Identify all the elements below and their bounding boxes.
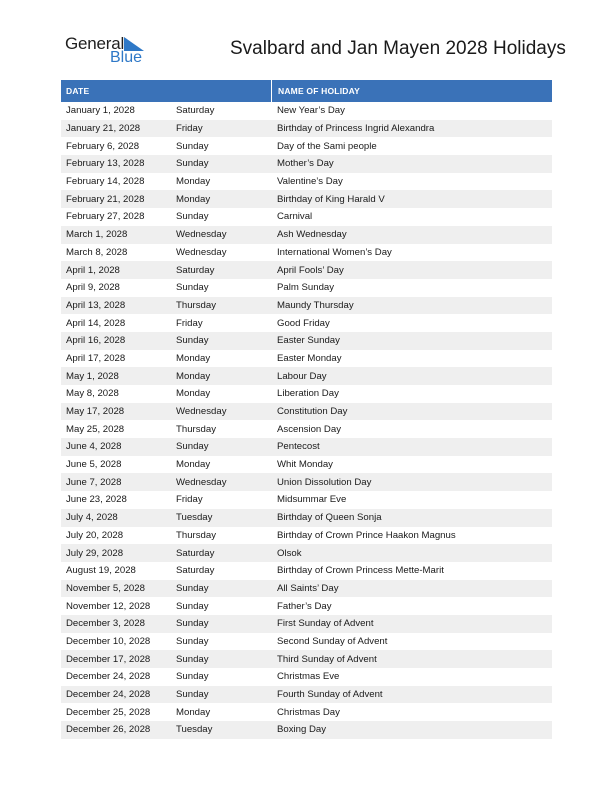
holiday-name: Constitution Day [277,406,348,418]
holiday-date: February 27, 2028 [66,211,145,223]
holiday-weekday: Monday [176,370,211,382]
holiday-weekday: Sunday [176,600,209,612]
holiday-date: November 12, 2028 [66,600,151,612]
table-row [61,668,552,686]
holiday-name: All Saints’ Day [277,582,339,594]
holiday-name: Father’s Day [277,600,332,612]
holiday-weekday: Sunday [176,635,209,647]
holiday-date: May 17, 2028 [66,406,125,418]
holiday-date: December 17, 2028 [66,653,151,665]
table-row [61,350,552,368]
table-row [61,137,552,155]
table-row [61,332,552,350]
holiday-name: Christmas Day [277,706,340,718]
holiday-weekday: Saturday [176,547,215,559]
table-row [61,190,552,208]
holiday-weekday: Sunday [176,335,209,347]
logo-text-general: General [65,34,125,53]
holiday-date: November 5, 2028 [66,582,145,594]
holiday-weekday: Monday [176,388,211,400]
holiday-date: March 8, 2028 [66,246,128,258]
holiday-weekday: Saturday [176,105,215,117]
holiday-name: Union Dissolution Day [277,476,372,488]
holiday-date: January 21, 2028 [66,123,141,135]
holiday-date: May 25, 2028 [66,423,125,435]
holiday-date: April 16, 2028 [66,335,126,347]
holiday-weekday: Sunday [176,582,209,594]
holiday-weekday: Wednesday [176,246,227,258]
holiday-name: First Sunday of Advent [277,618,374,630]
holiday-date: May 8, 2028 [66,388,119,400]
table-row [61,261,552,279]
holiday-date: January 1, 2028 [66,105,135,117]
holiday-name: Good Friday [277,317,330,329]
holiday-name: Midsummar Eve [277,494,347,506]
holiday-name: Carnival [277,211,313,223]
holiday-name: April Fools’ Day [277,264,344,276]
holiday-weekday: Sunday [176,140,209,152]
holiday-name: Easter Sunday [277,335,340,347]
holiday-weekday: Sunday [176,441,209,453]
holiday-name: International Women’s Day [277,246,392,258]
table-row [61,314,552,332]
holiday-weekday: Sunday [176,653,209,665]
table-row [61,367,552,385]
table-row [61,155,552,173]
holiday-name: Labour Day [277,370,327,382]
logo-text-blue: Blue [110,49,143,66]
holiday-date: July 20, 2028 [66,529,124,541]
table-row [61,527,552,545]
holiday-weekday: Sunday [176,671,209,683]
holiday-date: July 29, 2028 [66,547,124,559]
holiday-date: December 25, 2028 [66,706,151,718]
holiday-name: Christmas Eve [277,671,340,683]
holiday-name: Liberation Day [277,388,339,400]
holiday-name: Palm Sunday [277,282,335,294]
holiday-name: Mother’s Day [277,158,334,170]
holiday-date: February 6, 2028 [66,140,140,152]
table-row [61,456,552,474]
holiday-date: December 24, 2028 [66,689,151,701]
holiday-weekday: Sunday [176,211,209,223]
table-row [61,102,552,120]
holiday-weekday: Thursday [176,529,216,541]
holiday-date: June 5, 2028 [66,459,122,471]
table-row [61,297,552,315]
holiday-name: New Year’s Day [277,105,345,117]
holiday-date: August 19, 2028 [66,565,136,577]
holiday-date: May 1, 2028 [66,370,119,382]
holiday-date: December 10, 2028 [66,635,151,647]
holiday-date: March 1, 2028 [66,229,128,241]
holiday-weekday: Sunday [176,618,209,630]
holiday-weekday: Sunday [176,282,209,294]
table-row [61,438,552,456]
holiday-weekday: Thursday [176,423,216,435]
holiday-weekday: Tuesday [176,724,213,736]
table-row [61,615,552,633]
table-header [61,80,552,102]
table-row [61,633,552,651]
generalblue-logo [65,34,155,68]
table-row [61,721,552,739]
holiday-weekday: Saturday [176,264,215,276]
holiday-name: Boxing Day [277,724,327,736]
table-row [61,279,552,297]
holiday-date: April 1, 2028 [66,264,120,276]
holiday-weekday: Thursday [176,299,216,311]
holiday-name: Birthday of Princess Ingrid Alexandra [277,123,435,135]
holiday-name: Birthday of Crown Princess Mette-Marit [277,565,444,577]
holiday-date: April 17, 2028 [66,352,126,364]
holiday-name: Second Sunday of Advent [277,635,388,647]
holiday-name: Ash Wednesday [277,229,347,241]
table-row [61,686,552,704]
table-row [61,120,552,138]
table-row [61,544,552,562]
table-row [61,580,552,598]
holiday-name: Easter Monday [277,352,342,364]
table-row [61,385,552,403]
holiday-weekday: Monday [176,352,211,364]
holiday-date: April 13, 2028 [66,299,126,311]
holiday-weekday: Tuesday [176,512,213,524]
table-row [61,650,552,668]
holiday-name: Ascension Day [277,423,341,435]
holiday-weekday: Friday [176,494,203,506]
holiday-name: Pentecost [277,441,320,453]
holiday-weekday: Sunday [176,158,209,170]
holiday-weekday: Wednesday [176,406,227,418]
holiday-weekday: Sunday [176,689,209,701]
holiday-date: December 24, 2028 [66,671,151,683]
header-holiday-name: NAME OF HOLIDAY [271,80,552,102]
holiday-date: December 3, 2028 [66,618,145,630]
header-date: DATE [66,86,90,96]
holiday-date: February 21, 2028 [66,193,145,205]
table-body [61,102,552,739]
holiday-weekday: Friday [176,317,203,329]
holiday-table [61,80,552,739]
table-row [61,403,552,421]
holiday-weekday: Monday [176,459,211,471]
table-row [61,562,552,580]
holiday-weekday: Monday [176,706,211,718]
holiday-weekday: Wednesday [176,229,227,241]
holiday-name: Maundy Thursday [277,299,354,311]
holiday-date: February 14, 2028 [66,176,145,188]
table-row [61,226,552,244]
holiday-name: Whit Monday [277,459,333,471]
holiday-weekday: Monday [176,193,211,205]
table-row [61,509,552,527]
holiday-date: June 4, 2028 [66,441,122,453]
holiday-name: Day of the Sami people [277,140,377,152]
holiday-weekday: Wednesday [176,476,227,488]
holiday-date: July 4, 2028 [66,512,118,524]
holiday-name: Birthday of Queen Sonja [277,512,382,524]
holiday-date: June 7, 2028 [66,476,122,488]
table-row [61,703,552,721]
holiday-date: June 23, 2028 [66,494,127,506]
holiday-weekday: Friday [176,123,203,135]
holiday-name: Birthday of King Harald V [277,193,385,205]
holiday-date: April 14, 2028 [66,317,126,329]
table-row [61,473,552,491]
holiday-name: Valentine’s Day [277,176,343,188]
holiday-name: Olsok [277,547,302,559]
table-row [61,491,552,509]
holiday-name: Third Sunday of Advent [277,653,377,665]
table-row [61,597,552,615]
holiday-weekday: Saturday [176,565,215,577]
holiday-name: Birthday of Crown Prince Haakon Magnus [277,529,456,541]
holiday-name: Fourth Sunday of Advent [277,689,383,701]
page-title: Svalbard and Jan Mayen 2028 Holidays [230,38,566,59]
table-row [61,420,552,438]
holiday-date: February 13, 2028 [66,158,145,170]
table-row [61,208,552,226]
holiday-date: April 9, 2028 [66,282,120,294]
holiday-date: December 26, 2028 [66,724,151,736]
table-row [61,173,552,191]
table-row [61,244,552,262]
holiday-weekday: Monday [176,176,211,188]
